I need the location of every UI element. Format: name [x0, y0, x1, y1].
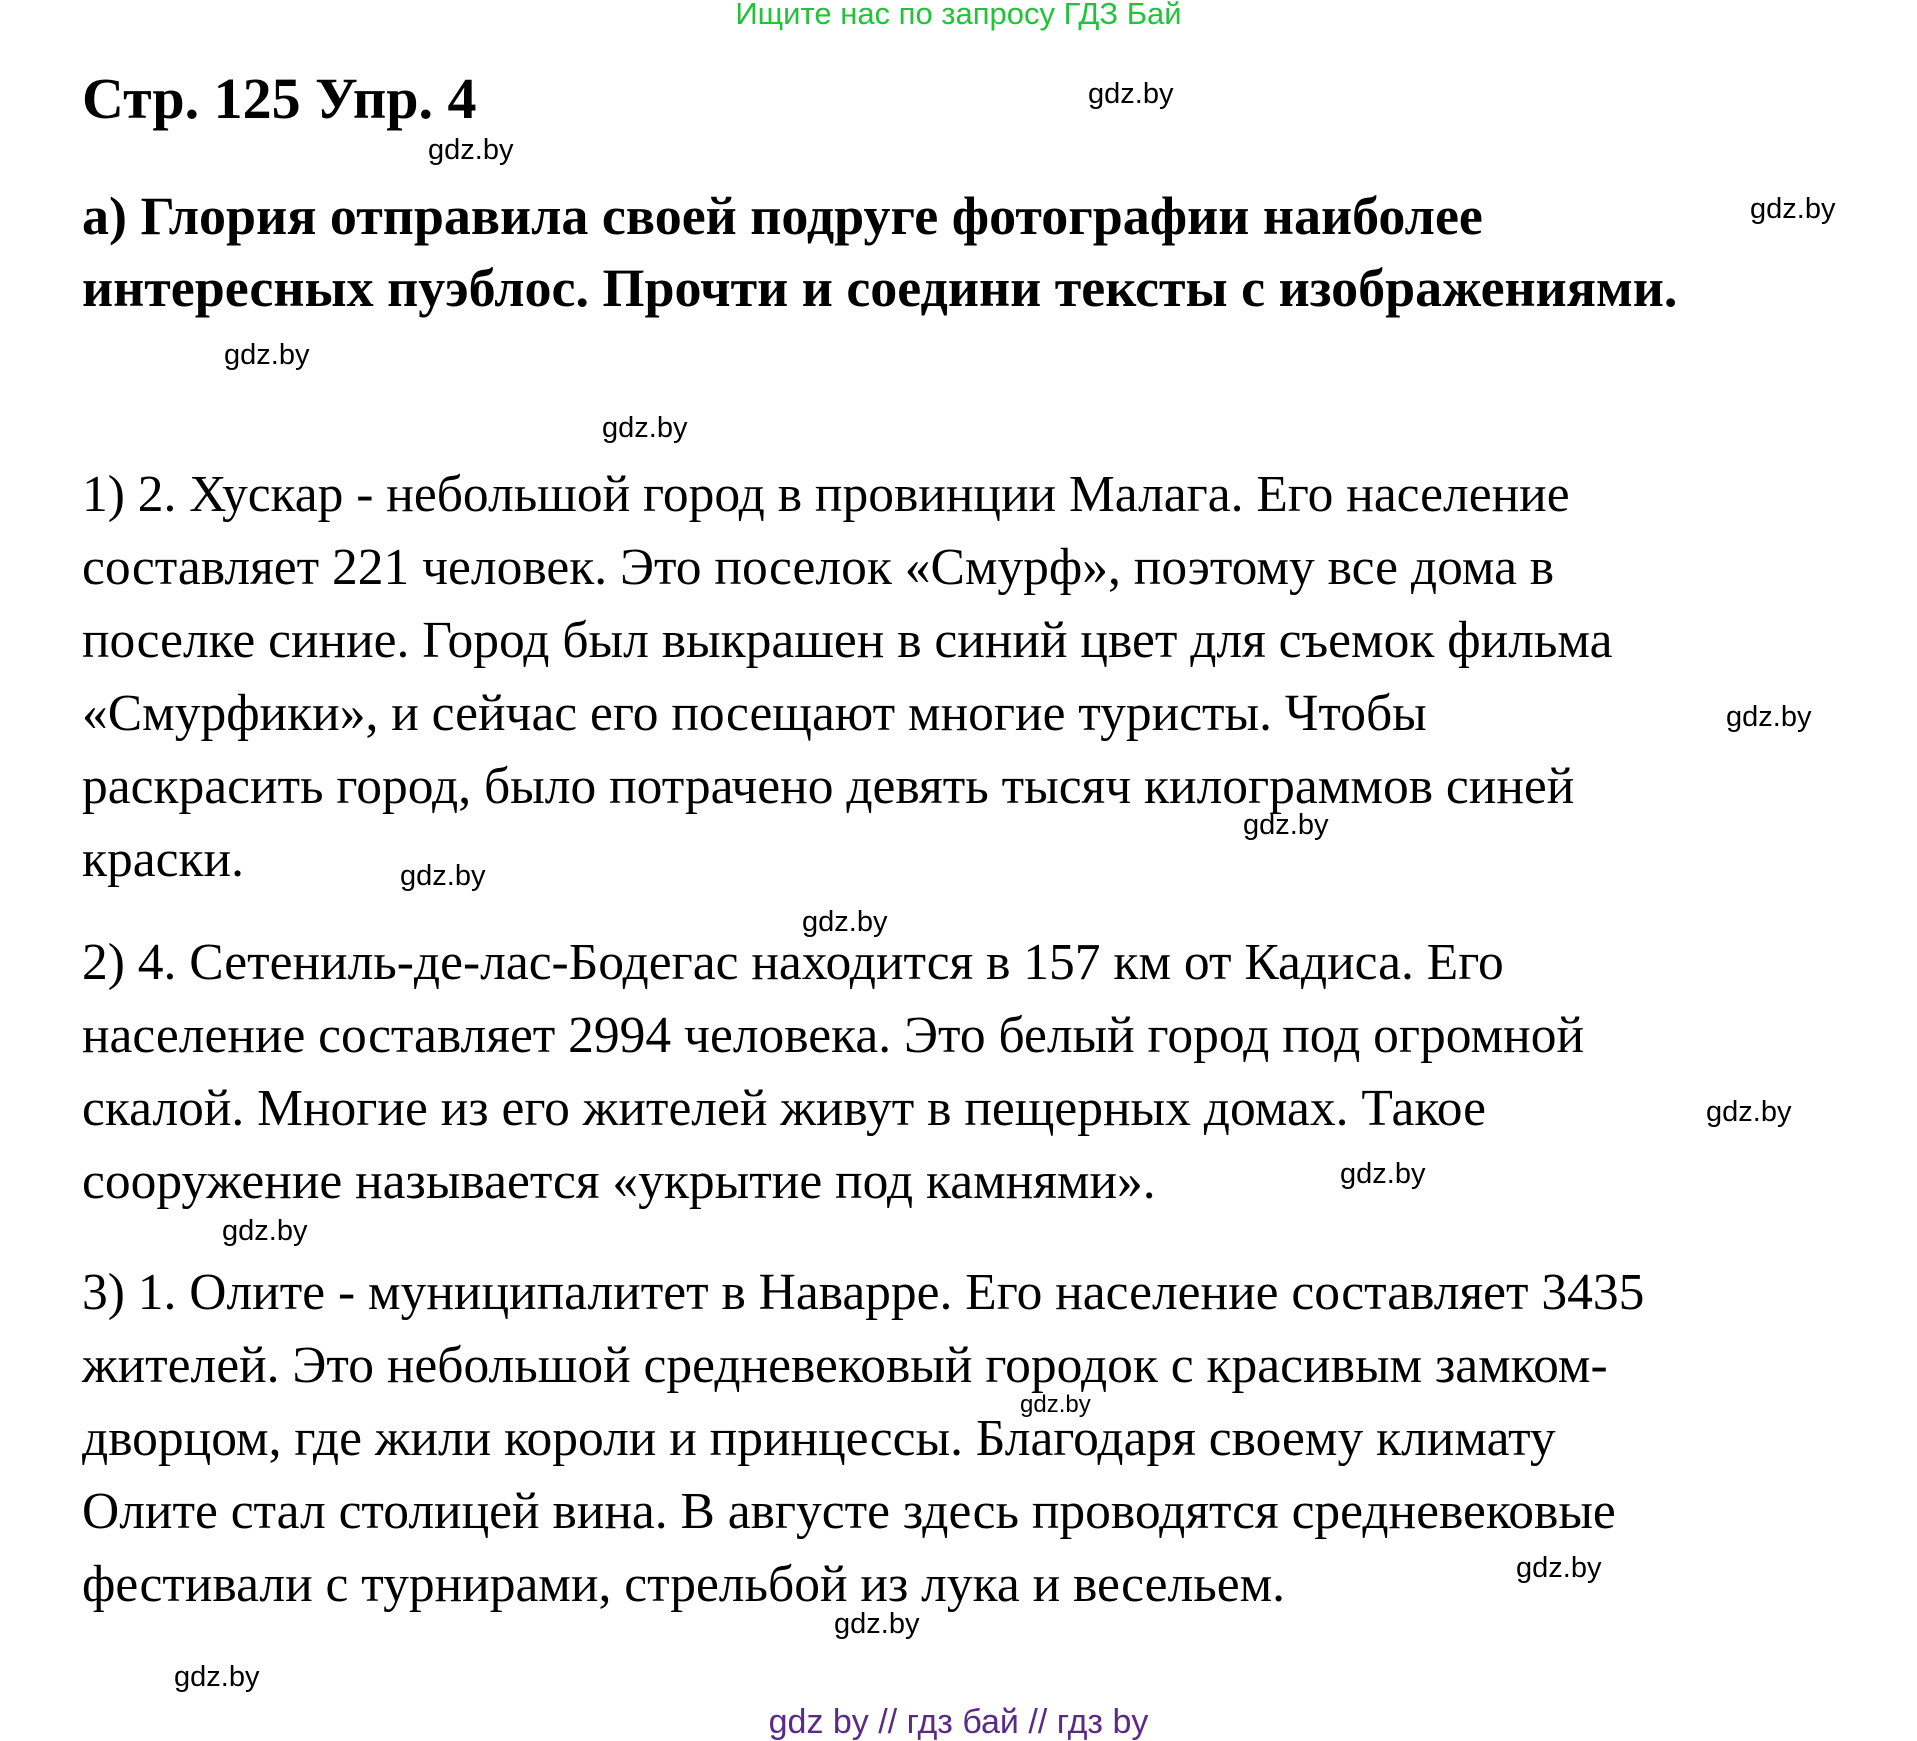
- paragraph-line: население составляет 2994 человека. Это белый город под огромной: [82, 1007, 1584, 1064]
- footer-links: gdz by // гдз бай // гдз by: [768, 1703, 1149, 1741]
- paragraph-line: дворцом, где жили короли и принцессы. Благодаря своему климату: [82, 1410, 1556, 1467]
- paragraph-line: 2) 4. Сетениль-де-лас-Бодегас находится в 157 км от Кадиса. Его: [82, 934, 1504, 991]
- page-heading: Стр. 125 Упр. 4: [82, 66, 477, 131]
- watermark: gdz.by: [602, 412, 688, 444]
- answer-paragraph-3: [82, 1256, 1882, 1621]
- paragraph-line: 3) 1. Олите - муниципалитет в Наварре. Его население составляет 3435: [82, 1264, 1645, 1321]
- paragraph-line: краски.: [82, 831, 244, 888]
- watermark: gdz.by: [1243, 809, 1329, 841]
- paragraph-line: поселке синие. Город был выкрашен в синий цвет для съемок фильма: [82, 612, 1613, 669]
- paragraph-line: раскрасить город, было потрачено девять тысяч килограммов синей: [82, 758, 1575, 815]
- watermark: gdz.by: [1750, 193, 1836, 225]
- watermark: gdz.by: [1706, 1096, 1792, 1128]
- watermark: gdz.by: [1726, 701, 1812, 733]
- paragraph-line: 1) 2. Хускар - небольшой город в провинции Малага. Его население: [82, 466, 1570, 523]
- paragraph-line: сооружение называется «укрытие под камнями».: [82, 1153, 1156, 1210]
- paragraph-line: Олите стал столицей вина. В августе здесь проводятся средневековые: [82, 1483, 1616, 1540]
- watermark: gdz.by: [224, 339, 310, 371]
- watermark: gdz.by: [222, 1215, 308, 1247]
- paragraph-line: жителей. Это небольшой средневековый городок с красивым замком-: [82, 1337, 1608, 1394]
- search-banner: Ищите нас по запросу ГДЗ Бай: [735, 0, 1182, 31]
- answer-paragraph-2: [82, 926, 1882, 1218]
- watermark: gdz.by: [834, 1608, 920, 1640]
- watermark: gdz.by: [1516, 1552, 1602, 1584]
- watermark: gdz.by: [802, 906, 888, 938]
- watermark: gdz.by: [1340, 1158, 1426, 1190]
- watermark: gdz.by: [428, 134, 514, 166]
- watermark: gdz.by: [174, 1661, 260, 1693]
- paragraph-line: «Смурфики», и сейчас его посещают многие туристы. Чтобы: [82, 685, 1427, 742]
- task-line: интересных пуэблос. Прочти и соедини тексты с изображениями.: [82, 258, 1678, 318]
- watermark: gdz.by: [400, 860, 486, 892]
- watermark: gdz.by: [1020, 1391, 1091, 1418]
- paragraph-line: скалой. Многие из его жителей живут в пещерных домах. Такое: [82, 1080, 1487, 1137]
- task-line: а) Глория отправила своей подруге фотографии наиболее: [82, 186, 1483, 246]
- answer-paragraph-1: [82, 458, 1882, 896]
- paragraph-line: составляет 221 человек. Это поселок «Смурф», поэтому все дома в: [82, 539, 1555, 596]
- task-instruction: [82, 180, 1862, 324]
- paragraph-line: фестивали с турнирами, стрельбой из лука и весельем.: [82, 1556, 1286, 1613]
- watermark: gdz.by: [1088, 78, 1174, 110]
